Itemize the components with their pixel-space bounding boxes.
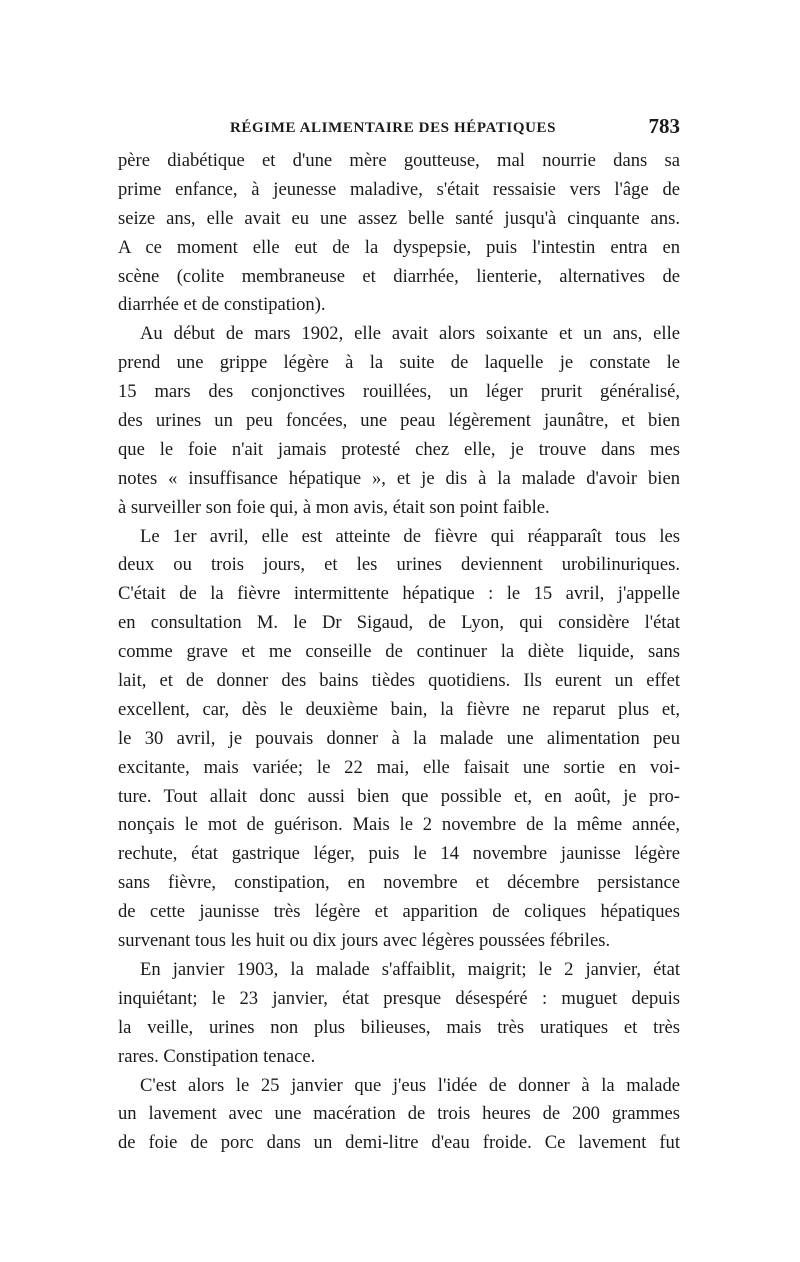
- text-line: scène (colite membraneuse et diarrhée, lienterie, alternatives de: [118, 265, 680, 287]
- text-line: sans fièvre, constipation, en novembre et décembre persistance: [118, 872, 680, 894]
- running-head: [118, 114, 680, 144]
- text-line: de cette jaunisse très légère et apparition de coliques hépatiques: [118, 901, 680, 923]
- text-line: père diabétique et d'une mère goutteuse, mal nourrie dans sa: [118, 150, 680, 171]
- text-line: le 30 avril, je pouvais donner à la malade une alimentation peu: [118, 727, 680, 749]
- text-line: que le foie n'ait jamais protesté chez elle, je trouve dans mes: [118, 438, 680, 460]
- text-line: excitante, mais variée; le 22 mai, elle faisait une sortie en voi-: [118, 756, 680, 778]
- text-line: Au début de mars 1902, elle avait alors soixante et un ans, elle: [140, 323, 680, 345]
- text-line: nonçais le mot de guérison. Mais le 2 novembre de la même année,: [118, 814, 680, 836]
- text-line: comme grave et me conseille de continuer la diète liquide, sans: [118, 641, 680, 663]
- text-line: inquiétant; le 23 janvier, état presque désespéré : muguet depuis: [118, 987, 680, 1009]
- text-line: seize ans, elle avait eu une assez belle santé jusqu'à cinquante ans.: [118, 207, 680, 229]
- text-line: Le 1er avril, elle est atteinte de fièvre qui réapparaît tous les: [140, 525, 680, 547]
- text-line: prime enfance, à jeunesse maladive, s'était ressaisie vers l'âge de: [118, 178, 680, 200]
- text-line: excellent, car, dès le deuxième bain, la fièvre ne reparut plus et,: [118, 698, 680, 720]
- text-line: deux ou trois jours, et les urines deviennent urobilinuriques.: [118, 554, 680, 576]
- text-line: à surveiller son foie qui, à mon avis, était son point faible.: [118, 496, 550, 518]
- running-title: RÉGIME ALIMENTAIRE DES HÉPATIQUES: [230, 120, 557, 136]
- text-line: en consultation M. le Dr Sigaud, de Lyon, qui considère l'état: [118, 612, 680, 634]
- text-line: diarrhée et de constipation).: [118, 294, 326, 316]
- text-line: ture. Tout allait donc aussi bien que possible et, en août, je pro-: [118, 785, 680, 807]
- page-number: 783: [648, 114, 680, 138]
- text-line: rechute, état gastrique léger, puis le 14 novembre jaunisse légère: [118, 843, 680, 865]
- text-line: un lavement avec une macération de trois heures de 200 grammes: [118, 1103, 680, 1125]
- text-line: C'est alors le 25 janvier que j'eus l'idée de donner à la malade: [140, 1074, 680, 1096]
- text-line: A ce moment elle eut de la dyspepsie, puis l'intestin entra en: [118, 236, 680, 258]
- body-text: [118, 147, 680, 1158]
- text-line: prend une grippe légère à la suite de laquelle je constate le: [118, 352, 680, 374]
- text-line: la veille, urines non plus bilieuses, mais très uratiques et très: [118, 1016, 680, 1038]
- text-line: notes « insuffisance hépatique », et je dis à la malade d'avoir bien: [118, 467, 680, 489]
- text-line: lait, et de donner des bains tièdes quotidiens. Ils eurent un effet: [118, 670, 680, 692]
- text-line: survenant tous les huit ou dix jours avec légères poussées fébriles.: [118, 930, 611, 952]
- text-line: rares. Constipation tenace.: [118, 1045, 316, 1067]
- text-line: En janvier 1903, la malade s'affaiblit, maigrit; le 2 janvier, état: [140, 958, 680, 980]
- text-line: C'était de la fièvre intermittente hépatique : le 15 avril, j'appelle: [118, 583, 680, 605]
- text-line: des urines un peu foncées, une peau légèrement jaunâtre, et bien: [118, 410, 680, 432]
- text-line: 15 mars des conjonctives rouillées, un léger prurit généralisé,: [118, 381, 680, 403]
- text-line: de foie de porc dans un demi-litre d'eau froide. Ce lavement fut: [118, 1132, 680, 1154]
